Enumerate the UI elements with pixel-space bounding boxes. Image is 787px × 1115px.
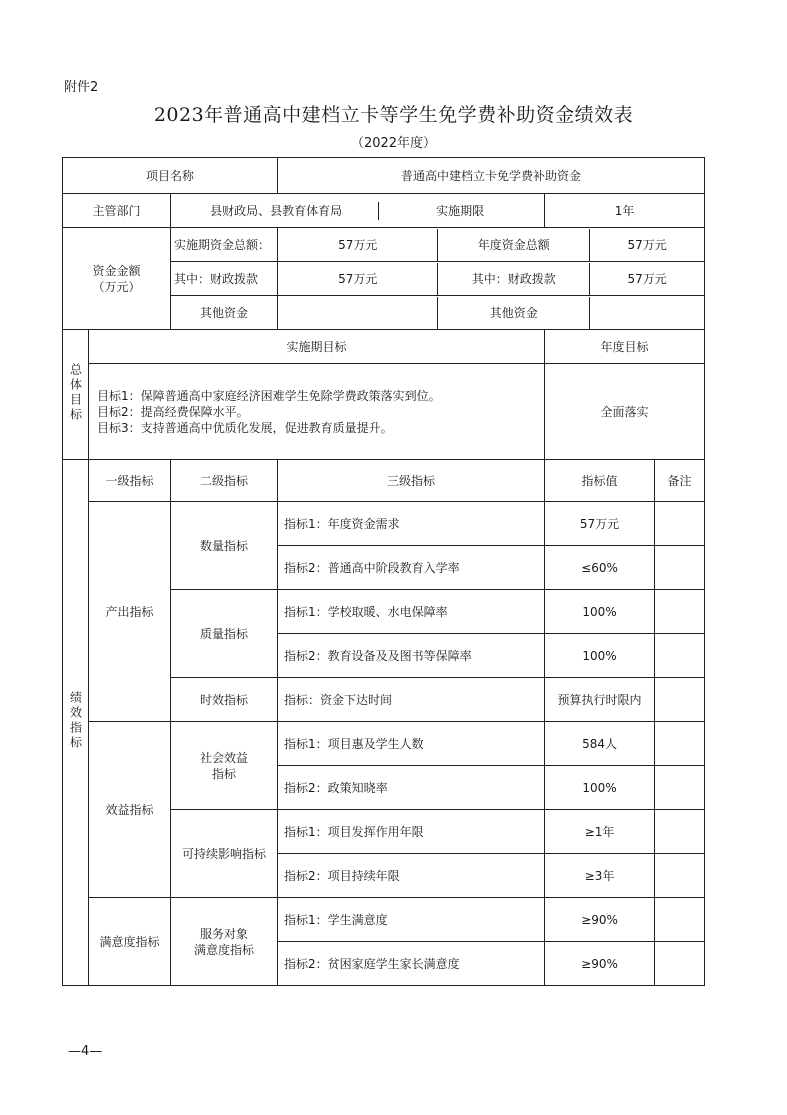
annual-goal-label: 年度目标 bbox=[545, 330, 705, 364]
level1-header: 一级指标 bbox=[89, 460, 171, 502]
fund-total-row bbox=[63, 228, 705, 262]
fund-amount-label bbox=[63, 228, 171, 330]
indicator-remark bbox=[655, 722, 705, 766]
social-indicator-label bbox=[171, 722, 278, 810]
indicator-value: 584人 bbox=[545, 722, 655, 766]
period-value: 1年 bbox=[545, 194, 705, 228]
indicator-remark bbox=[655, 678, 705, 722]
annual-other-value bbox=[590, 297, 704, 329]
indicator-name: 指标1：学校取暖、水电保障率 bbox=[278, 590, 545, 634]
overall-goals-label bbox=[63, 330, 89, 460]
overall-goals-text: 总体目标 bbox=[68, 362, 83, 423]
goal-3: 目标3：支持普通高中优质化发展，促进教育质量提升。 bbox=[97, 420, 393, 435]
project-name-label: 项目名称 bbox=[63, 158, 278, 194]
indicator-value: ≥90% bbox=[545, 942, 655, 986]
indicator-name: 指标2：普通高中阶段教育入学率 bbox=[278, 546, 545, 590]
period-goals bbox=[89, 364, 545, 460]
quantity-indicator-label: 数量指标 bbox=[171, 502, 278, 590]
service-label-line1: 服务对象 bbox=[200, 926, 249, 941]
indicator-name: 指标1：学生满意度 bbox=[278, 898, 545, 942]
indicator-name: 指标1：年度资金需求 bbox=[278, 502, 545, 546]
indicator-header-row bbox=[63, 460, 705, 502]
performance-indicators-text: 绩效指标 bbox=[68, 690, 83, 751]
indicator-name: 指标：资金下达时间 bbox=[278, 678, 545, 722]
indicator-value: 预算执行时限内 bbox=[545, 678, 655, 722]
page-number: —4— bbox=[68, 1044, 103, 1059]
goals-header-row bbox=[63, 330, 705, 364]
total-fund-value: 57万元 bbox=[278, 229, 438, 261]
indicator-name: 指标1：项目发挥作用年限 bbox=[278, 810, 545, 854]
indicator-name: 指标2：教育设备及及图书等保障率 bbox=[278, 634, 545, 678]
indicator-remark bbox=[655, 546, 705, 590]
indicator-remark bbox=[655, 502, 705, 546]
effect-indicator-label: 效益指标 bbox=[89, 722, 171, 898]
indicator-value: 100% bbox=[545, 634, 655, 678]
goal-2: 目标2：提高经费保障水平。 bbox=[97, 404, 249, 419]
indicator-value: ≥3年 bbox=[545, 854, 655, 898]
department-name: 县财政局、县教育体育局 bbox=[174, 202, 379, 220]
service-label-line2: 满意度指标 bbox=[194, 942, 255, 957]
indicator-value: 100% bbox=[545, 766, 655, 810]
indicator-value: ≤60% bbox=[545, 546, 655, 590]
performance-indicators-label bbox=[63, 460, 89, 986]
period-label: 实施期限 bbox=[436, 203, 485, 218]
indicator-remark bbox=[655, 810, 705, 854]
satisfaction-indicator-label: 满意度指标 bbox=[89, 898, 171, 986]
document-title: 2023年普通高中建档立卡等学生免学费补助资金绩效表 bbox=[153, 104, 634, 126]
annual-fiscal-label: 其中：财政拨款 bbox=[438, 263, 590, 295]
annual-goal-value: 全面落实 bbox=[545, 364, 705, 460]
indicator-remark bbox=[655, 898, 705, 942]
indicator-remark bbox=[655, 590, 705, 634]
timeliness-indicator-label: 时效指标 bbox=[171, 678, 278, 722]
department-split bbox=[174, 202, 541, 220]
indicator-row bbox=[63, 722, 705, 766]
fiscal-fund-label: 其中：财政拨款 bbox=[171, 262, 278, 296]
indicator-value: 100% bbox=[545, 590, 655, 634]
indicator-row bbox=[63, 898, 705, 942]
attachment-label: 附件2 bbox=[64, 80, 99, 95]
performance-table bbox=[62, 157, 705, 986]
project-name-row bbox=[63, 158, 705, 194]
other-fund-value bbox=[278, 297, 438, 329]
project-name-value: 普通高中建档立卡免学费补助资金 bbox=[278, 158, 705, 194]
total-fund-values bbox=[278, 228, 705, 262]
indicator-name: 指标2：项目持续年限 bbox=[278, 854, 545, 898]
social-label-line2: 指标 bbox=[212, 766, 237, 781]
indicator-value: ≥90% bbox=[545, 898, 655, 942]
annual-total-value: 57万元 bbox=[627, 237, 667, 252]
value-header: 指标值 bbox=[545, 460, 655, 502]
indicator-remark bbox=[655, 766, 705, 810]
quality-indicator-label: 质量指标 bbox=[171, 590, 278, 678]
annual-fiscal-value: 57万元 bbox=[627, 271, 667, 286]
department-row bbox=[63, 194, 705, 228]
goal-1: 目标1：保障普通高中家庭经济困难学生免除学费政策落实到位。 bbox=[97, 388, 441, 403]
other-fund-label: 其他资金 bbox=[171, 296, 278, 330]
indicator-name: 指标1：项目惠及学生人数 bbox=[278, 722, 545, 766]
output-indicator-label: 产出指标 bbox=[89, 502, 171, 722]
indicator-name: 指标2：政策知晓率 bbox=[278, 766, 545, 810]
indicator-name: 指标2：贫困家庭学生家长满意度 bbox=[278, 942, 545, 986]
level2-header: 二级指标 bbox=[171, 460, 278, 502]
indicator-remark bbox=[655, 942, 705, 986]
goals-content-row bbox=[63, 364, 705, 460]
department-label: 主管部门 bbox=[63, 194, 171, 228]
indicator-remark bbox=[655, 854, 705, 898]
sustain-indicator-label: 可持续影响指标 bbox=[171, 810, 278, 898]
total-fund-label: 实施期资金总额： bbox=[171, 228, 278, 262]
indicator-value: 57万元 bbox=[545, 502, 655, 546]
annual-total-label: 年度资金总额 bbox=[438, 229, 590, 261]
indicator-remark bbox=[655, 634, 705, 678]
period-goal-label: 实施期目标 bbox=[89, 330, 545, 364]
fund-label-line1: 资金金额 bbox=[92, 263, 141, 278]
annual-other-label: 其他资金 bbox=[438, 297, 590, 329]
indicator-row bbox=[63, 502, 705, 546]
level3-header: 三级指标 bbox=[278, 460, 545, 502]
indicator-value: ≥1年 bbox=[545, 810, 655, 854]
service-indicator-label bbox=[171, 898, 278, 986]
remark-header: 备注 bbox=[655, 460, 705, 502]
fiscal-fund-value: 57万元 bbox=[278, 263, 438, 295]
fund-label-line2: （万元） bbox=[92, 279, 141, 294]
department-value bbox=[171, 194, 545, 228]
social-label-line1: 社会效益 bbox=[200, 750, 249, 765]
document-subtitle: （2022年度） bbox=[350, 136, 437, 151]
